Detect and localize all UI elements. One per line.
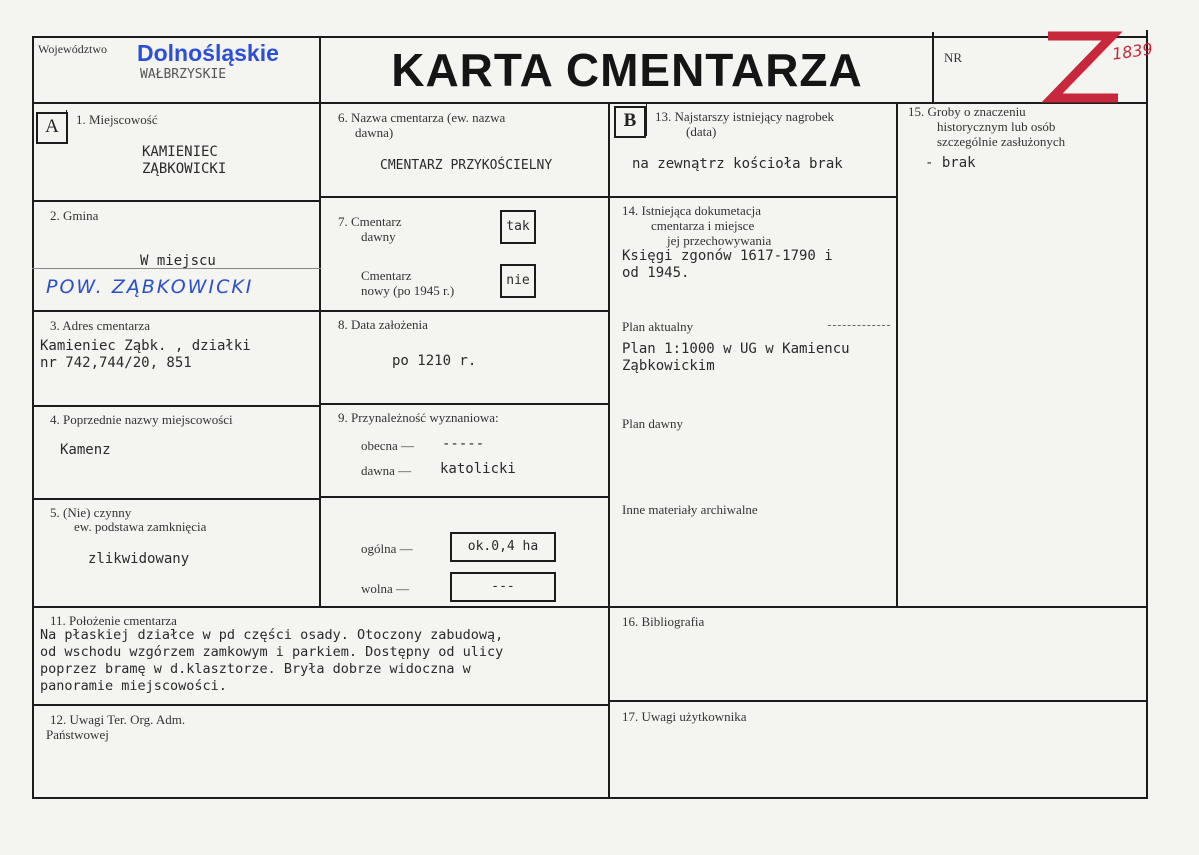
f14-value-1: Księgi zgonów 1617-1790 i [622,248,833,264]
f3-value-2: nr 742,744/20, 851 [40,355,192,371]
section-b-mark [646,104,647,136]
f10-total-box: ok.0,4 ha [450,532,556,562]
f3-label: 3. Adres cmentarza [50,318,150,333]
f1-label: 1. Miejscowość [76,112,158,127]
nr-label: NR [944,50,963,65]
row-divider-2 [32,310,321,312]
f14-plan-dotted [828,325,890,326]
f16-label: 16. Bibliografia [622,614,705,629]
section-b-letter: B [614,106,646,138]
f15-label-1: 15. Groby o znaczeniu [908,104,1026,119]
f2-value: W miejscu [140,253,216,269]
header-col-2 [932,32,934,104]
voivodeship-label: Województwo [38,42,108,56]
f10-free-box: --- [450,572,556,602]
f5-label-1: 5. (Nie) czynny [50,505,132,520]
f9-label: 9. Przynależność wyznaniowa: [338,410,499,425]
section-a-letter: A [36,112,68,144]
mid-divider-3 [319,403,610,405]
f4-value: Kamenz [60,442,111,458]
f14-label-2: cmentarza i miejsce [651,218,755,233]
col-3-divider [896,102,898,606]
card-title: KARTA CMENTARZA [391,44,863,96]
f14-label-3: jej przechowywania [667,233,772,248]
f12-label-2: Państwowej [46,727,109,742]
f11-value-3: poprzez bramę w d.klasztorze. Bryła dobrze widoczna w [40,661,471,677]
f9-former-value: katolicki [440,461,516,477]
f9-current-label: obecna — [361,438,415,453]
f8-value: po 1210 r. [392,353,477,369]
f14-plan-current-value-1: Plan 1:1000 w UG w Kamiencu [622,341,850,357]
f2-label: 2. Gmina [50,208,99,223]
f9-current-value: ----- [442,436,485,452]
mid-divider-1 [319,196,610,198]
nr-stamp [1040,26,1124,110]
f14-label-1: 14. Istniejąca dokumetacja [622,203,761,218]
f5-label-2: ew. podstawa zamknięcia [74,519,207,534]
wide-divider-2 [32,704,610,706]
f10-free-label: wolna — [361,581,410,596]
f7-old-label-1: 7. Cmentarz [338,214,402,229]
row-divider-1 [32,200,321,202]
frame-right [1146,30,1148,799]
col-1-divider [319,102,321,608]
f12-label-1: 12. Uwagi Ter. Org. Adm. [50,712,186,727]
f7-new-box: nie [500,264,536,298]
wide-divider-3 [608,700,1148,702]
frame-bottom [32,797,1148,799]
f3-value-1: Kamieniec Ząbk. , działki [40,338,251,354]
f2-handwritten: POW. ZĄBKOWICKI [46,276,254,298]
f7-old-box: tak [500,210,536,244]
f7-new-label-2: nowy (po 1945 r.) [361,283,455,298]
col-2-divider [608,102,610,797]
f14-value-2: od 1945. [622,265,690,281]
f6-label-1: 6. Nazwa cmentarza (ew. nazwa [338,110,506,125]
f14-plan-current-label: Plan aktualny [622,319,694,334]
f13-label-2: (data) [686,124,717,139]
f6-label-2: dawna) [355,125,394,140]
mid-divider-4 [319,496,610,498]
frame-top [32,36,1148,38]
f7-old-label-2: dawny [361,229,396,244]
row-divider-4 [32,498,321,500]
f15-label-3: szczególnie zasłużonych [937,134,1066,149]
f4-label: 4. Poprzednie nazwy miejscowości [50,412,233,427]
header-col-1 [319,36,321,104]
f9-former-label: dawna — [361,463,412,478]
f11-value-1: Na płaskiej działce w pd części osady. Otoczony zabudową, [40,627,504,643]
f13-label-1: 13. Najstarszy istniejący nagrobek [655,109,835,124]
mid-divider-2 [319,310,610,312]
f7-new-label-1: Cmentarz [361,268,412,283]
f14-plan-old-label: Plan dawny [622,416,684,431]
f8-label: 8. Data założenia [338,317,428,332]
frame-left [32,36,34,799]
f11-value-4: panoramie miejscowości. [40,678,227,694]
f1-value-1: KAMIENIEC [142,144,218,160]
f10-total-label: ogólna — [361,541,413,556]
f14-archive-label: Inne materiały archiwalne [622,502,758,517]
wide-divider-1 [32,606,1148,608]
f13-value: na zewnątrz kościoła brak [632,156,843,172]
voivodeship-typed: WAŁBRZYSKIE [140,67,227,82]
voivodeship-stamp: Dolnośląskie [137,40,279,66]
f5-value: zlikwidowany [88,551,190,567]
f11-value-2: od wschodu wzgórzem zamkowym i parkiem. Dostępny od ulicy [40,644,504,660]
f15-label-2: historycznym lub osób [937,119,1056,134]
row-divider-3 [32,405,321,407]
section-a-mark [66,110,67,140]
f15-value: - brak [925,155,976,171]
nr-number: 1839 [1110,39,1154,64]
f1-value-2: ZĄBKOWICKI [142,161,227,177]
right-divider-1 [608,196,898,198]
f17-label: 17. Uwagi użytkownika [622,709,747,724]
f14-plan-current-value-2: Ząbkowickim [622,358,715,374]
f6-value: CMENTARZ PRZYKOŚCIELNY [380,158,553,173]
f11-label: 11. Położenie cmentarza [50,613,177,628]
